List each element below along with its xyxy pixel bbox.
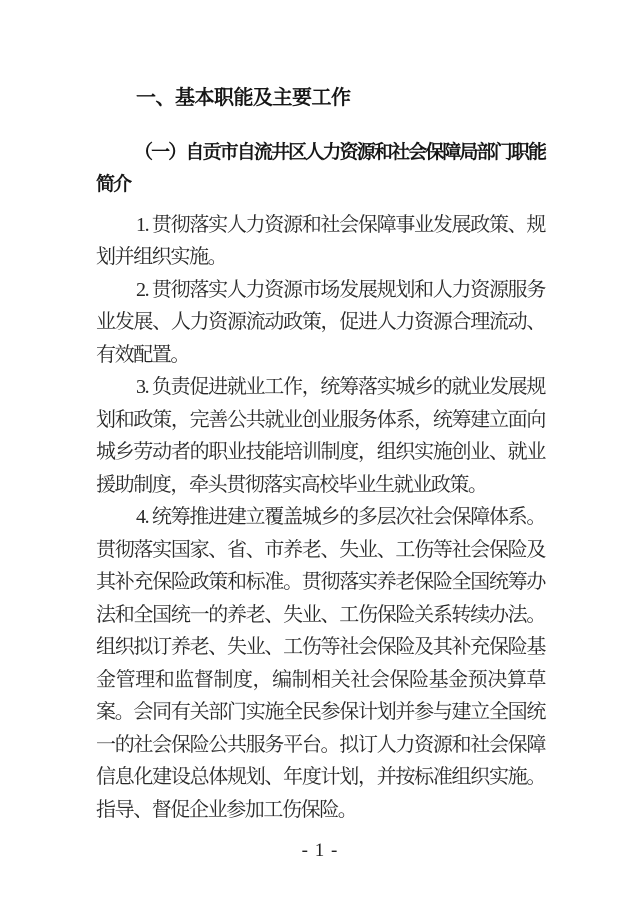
paragraph-1: 1. 贯彻落实人力资源和社会保障事业发展政策、规划并组织实施。 <box>96 213 545 268</box>
subsection-heading: （一）自贡市自流井区人力资源和社会保障局部门职能简介 <box>96 141 545 195</box>
paragraph-4: 4. 统筹推进建立覆盖城乡的多层次社会保障体系。贯彻落实国家、省、市养老、失业、工伤等社会保险及其补充保险政策和标准。贯彻落实养老保险全国统筹办法和全国统一的养老、失业、工伤保险关系转续办法。组织拟订养老、失业、工伤等社会保险及其补充保险基金管理和监督制度，编制相关社会保险基金预决算草案。会同有关部门实施全民参保计划并参与建立全国统一的社会保险公共服务平台。拟订人力资源和社会保障信息化建设总体规划、年度计划，并按标准组织实施。指导、督促企业参加工伤保险。 <box>96 506 545 821</box>
section-heading: 一、基本职能及主要工作 <box>136 87 351 109</box>
paragraph-2: 2. 贯彻落实人力资源市场发展规划和人力资源服务业发展、人力资源流动政策，促进人力资源合理流动、有效配置。 <box>96 278 545 366</box>
paragraph-3: 3. 负责促进就业工作，统筹落实城乡的就业发展规划和政策，完善公共就业创业服务体系，统筹建立面向城乡劳动者的职业技能培训制度，组织实施创业、就业援助制度，牵头贯彻落实高校毕业生就业政策。 <box>96 376 545 496</box>
page-number: - 1 - <box>301 840 339 861</box>
document-body <box>96 209 545 827</box>
